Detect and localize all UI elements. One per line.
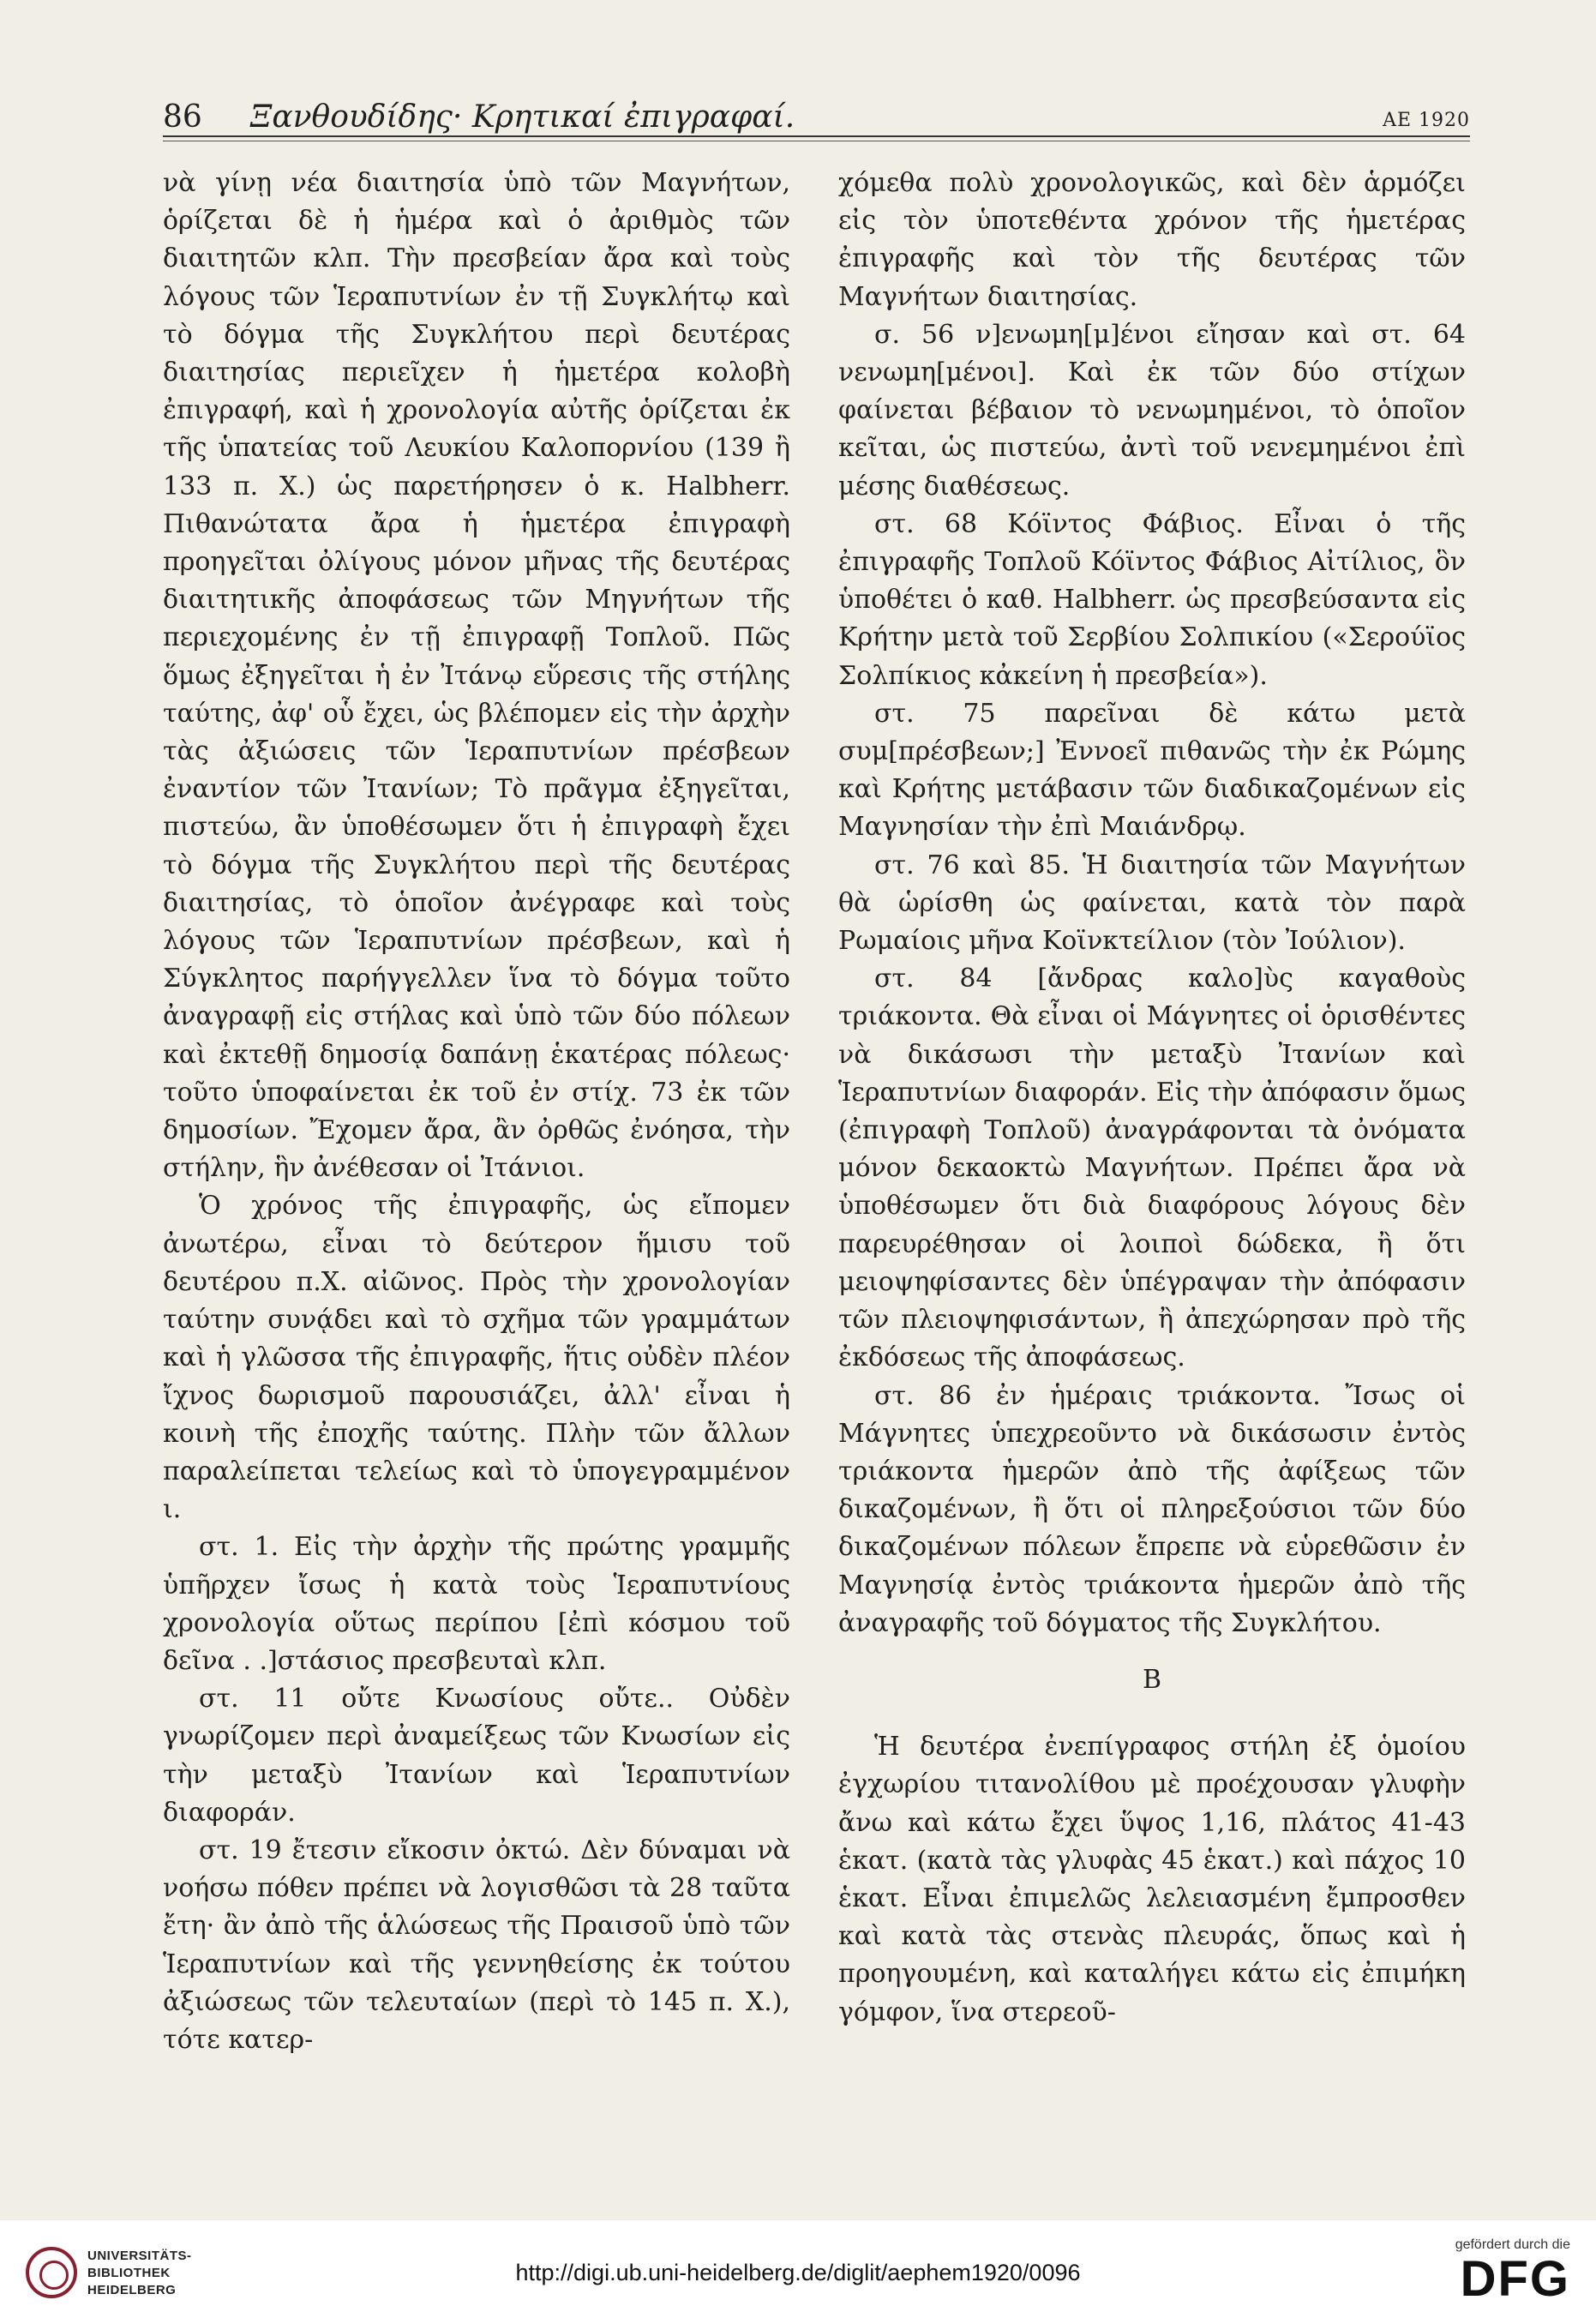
paragraph: νὰ γίνῃ νέα διαιτησία ὑπὸ τῶν Μαγνήτων, ὁρίζεται δὲ ἡ ἡμέρα καὶ ὁ ἀριθμὸς τῶν διαιτητῶν κλπ. Τὴν πρεσβείαν ἄρα καὶ τοὺς λόγους τῶν Ἱεραπυτνίων ἐν τῇ Συγκλήτῳ καὶ τὸ δόγμα τῆς Συγκλήτου περὶ δευτέρας διαιτησίας περιεῖχεν ἡ ἡμετέρα κολοβὴ ἐπιγραφή, καὶ ἡ χρονολογία αὐτῆς ὁρίζεται ἐκ τῆς ὑπατείας τοῦ Λευκίου Καλοπορνίου (139 ἢ 133 π. Χ.) ὡς παρετήρησεν ὁ κ. Halbherr. Πιθανώτατα ἄρα ἡ ἡμετέρα ἐπιγραφὴ προηγεῖται ὀλίγους μόνον μῆνας τῆς δευτέρας διαιτητικῆς ἀποφάσεως τῶν Μηγνήτων τῆς περιεχομένης ἐν τῇ ἐπιγραφῇ Τοπλοῦ. Πῶς ὅμως ἐξηγεῖται ἡ ἐν Ἰτάνῳ εὕρεσις τῆς στήλης ταύτης, ἀφ' οὗ ἔχει, ὡς βλέπομεν εἰς τὴν ἀρχὴν τὰς ἀξιώσεις τῶν Ἱεραπυτνίων πρέσβεων ἐναντίον τῶν Ἰτανίων; Τὸ πρᾶγμα ἐξηγεῖται, πιστεύω, ἂν ὑποθέσωμεν ὅτι ἡ ἐπιγραφὴ ἔχει τὸ δόγμα τῆς Συγκλήτου περὶ τῆς δευτέρας διαιτησίας, τὸ ὁποῖον ἀνέγραφε καὶ τοὺς λόγους τῶν Ἱεραπυτνίων πρέσβεων, καὶ ἡ Σύγκλητος παρήγγελλεν ἵνα τὸ δόγμα τοῦτο ἀναγραφῇ εἰς στήλας καὶ ὑπὸ τῶν δύο πόλεων καὶ ἐκτεθῇ δημοσίᾳ δαπάνῃ ἑκατέρας πόλεως· τοῦτο ὑποφαίνεται ἐκ τοῦ ἐν στίχ. 73 ἐκ τῶν δημοσίων. Ἔχομεν ἄρα, ἂν ὀρθῶς ἐνόησα, τὴν στήλην, ἣν ἀνέθεσαν οἱ Ἰτάνιοι. — [163, 168, 790, 1184]
funded-by-text: gefördert durch die — [1455, 2237, 1570, 2252]
paragraph: στ. 11 οὔτε Κνωσίους οὔτε.. Οὐδὲν γνωρίζομεν περὶ ἀναμείξεως τῶν Κνωσίων εἰς τὴν μεταξὺ Ἰτανίων καὶ Ἱεραπυτνίων διαφοράν. — [163, 1684, 790, 1828]
paragraph: στ. 84 [ἄνδρας καλο]ὺς καγαθοὺς τριάκοντα. Θὰ εἶναι οἱ Μάγνητες οἱ ὁρισθέντες νὰ δικάσωσι τὴν μεταξὺ Ἰτανίων καὶ Ἱεραπυτνίων διαφοράν. Εἰς τὴν ἀπόφασιν ὅμως (ἐπιγραφὴ Τοπλοῦ) ἀναγράφονται τὰ ὀνόματα μόνον δεκαοκτὼ Μαγνήτων. Πρέπει ἄρα νὰ ὑποθέσωμεν ὅτι διὰ διαφόρους λόγους δὲν παρευρέθησαν οἱ λοιποὶ δώδεκα, ἢ ὅτι μειοψηφίσαντες δὲν ὑπέγραψαν τὴν ἀπόφασιν τῶν πλειοψηφισάντων, ἢ ἀπεχώρησαν πρὸ τῆς ἐκδόσεως τῆς ἀποφάσεως. — [838, 964, 1466, 1373]
paragraph: στ. 75 παρεῖναι δὲ κάτω μετὰ συμ[πρέσβεων;] Ἐννοεῖ πιθανῶς τὴν ἐκ Ρώμης καὶ Κρήτης μετάβασιν τῶν διαδικαζομένων εἰς Μαγνησίαν τὴν ἐπὶ Μαιάνδρῳ. — [838, 698, 1466, 843]
section-heading: B — [1142, 1664, 1162, 1695]
paragraph: Ὁ χρόνος τῆς ἐπιγραφῆς, ὡς εἴπομεν ἀνωτέρω, εἶναι τὸ δεύτερον ἥμισυ τοῦ δευτέρου π.Χ. αἰῶνος. Πρὸς τὴν χρονολογίαν ταύτην συνᾴδει καὶ τὸ σχῆμα τῶν γραμμάτων καὶ ἡ γλῶσσα τῆς ἐπιγραφῆς, ἥτις οὐδὲν πλέον ἴχνος δωρισμοῦ παρουσιάζει, ἀλλ' εἶναι ἡ κοινὴ τῆς ἐποχῆς ταύτης. Πλὴν τῶν ἄλλων παραλείπεται τελείως καὶ τὸ ὑπογεγραμμένον ι. — [163, 1191, 790, 1525]
paragraph: στ. 76 καὶ 85. Ἡ διαιτησία τῶν Μαγνήτων θὰ ὡρίσθη ὡς φαίνεται, κατὰ τὸν παρὰ Ρωμαίοις μῆνα Κοϊνκτείλιον (τὸν Ἰούλιον). — [838, 850, 1466, 957]
page-number: 86 — [163, 99, 202, 135]
paragraph: στ. 19 ἔτεσιν εἴκοσιν ὀκτώ. Δὲν δύναμαι νὰ νοήσω πόθεν πρέπει νὰ λογισθῶσι τὰ 28 ταῦτα ἔτη· ἂν ἀπὸ τῆς ἁλώσεως τῆς Πραισοῦ ὑπὸ τῶν Ἱεραπυτνίων καὶ τῆς γεννηθείσης ἐκ τούτου ἀξιώσεως τῶν τελευταίων (περὶ τὸ 145 π. Χ.), τότε κατερ- — [163, 1835, 790, 2055]
journal-mark: ΑΕ 1920 — [1383, 110, 1470, 131]
university-name-line1: UNIVERSITÄTS- — [87, 2249, 192, 2263]
paragraph: χόμεθα πολὺ χρονολογικῶς, καὶ δὲν ἁρμόζει εἰς τὸν ὑποτεθέντα χρόνον τῆς ἡμετέρας ἐπιγραφῆς καὶ τὸν τῆς δευτέρας τῶν Μαγνήτων διαιτησίας. — [838, 168, 1466, 312]
header-rule — [163, 135, 1470, 137]
dfg-funding-logo — [1399, 2237, 1570, 2315]
paragraph: στ. 68 Κόϊντος Φάβιος. Εἶναι ὁ τῆς ἐπιγραφῆς Τοπλοῦ Κόϊντος Φάβιος Αἰτίλιος, ὃν ὑποθέτει ὁ καθ. Halbherr. ὡς πρεσβεύσαντα εἰς Κρήτην μετὰ τοῦ Σερβίου Σολπικίου («Σερούϊος Σολπίκιος κἀκείνη ἡ πρεσβεία»). — [838, 508, 1466, 691]
right-column — [838, 165, 1466, 2032]
paragraph: στ. 1. Εἰς τὴν ἀρχὴν τῆς πρώτης γραμμῆς ὑπῆρχεν ἴσως ἡ κατὰ τοὺς Ἱεραπυτνίους χρονολογία οὕτως περίπου [ἐπὶ κόσμου τοῦ δεῖνα . .]στάσιος πρεσβευταὶ κλπ. — [163, 1532, 790, 1676]
running-title: Ξανθουδίδης· Κρητικαί ἐπιγραφαί. — [250, 99, 795, 135]
dfg-logo: DFG — [1460, 2251, 1570, 2307]
university-name-line2: BIBLIOTHEK — [87, 2266, 171, 2280]
left-column — [163, 165, 790, 2059]
paragraph: Ἡ δευτέρα ἐνεπίγραφος στήλη ἐξ ὁμοίου ἐγχωρίου τιτανολίθου μὲ προέχουσαν γλυφὴν ἄνω καὶ κάτω ἔχει ὕψος 1,16, πλάτος 41-43 ἑκατ. (κατὰ τὰς γλυφὰς 45 ἑκατ.) καὶ πάχος 10 ἑκατ. Εἶναι ἐπιμελῶς λελειασμένη ἔμπροσθεν καὶ κατὰ τὰς στενὰς πλευράς, ὅπως καὶ ἡ προηγουμένη, καὶ καταλήγει κάτω εἰς ἐπιμήκη γόμφον, ἵνα στερεοῦ- — [838, 1732, 1466, 2027]
university-name-line3: HEIDELBERG — [87, 2283, 177, 2297]
paragraph: στ. 86 ἐν ἡμέραις τριάκοντα. Ἴσως οἱ Μάγνητες ὑπεχρεοῦντο νὰ δικάσωσιν ἐντὸς τριάκοντα ἡμερῶν ἀπὸ τῆς ἀφίξεως τῶν δικαζομένων, ἢ ὅτι οἱ πληρεξούσιοι τῶν δύο δικαζομένων πόλεων ἔπρεπε νὰ εὑρεθῶσιν ἐν Μαγνησίᾳ ἐντὸς τριάκοντα ἡμερῶν ἀπὸ τῆς ἀναγραφῆς τοῦ δόγματος τῆς Συγκλήτου. — [838, 1380, 1466, 1638]
source-url[interactable]: http://digi.ub.uni-heidelberg.de/diglit/aephem1920/0096 — [515, 2260, 1081, 2285]
paragraph: σ. 56 ν]ενωμη[μ]ένοι εἴησαν καὶ στ. 64 νενωμη[μένοι]. Καὶ ἐκ τῶν δύο στίχων φαίνεται βέβαιον τὸ νενωμημένοι, τὸ ὁποῖον κεῖται, ὡς πιστεύω, ἀντὶ τοῦ νενεμημένοι ἐπὶ μέσης διαθέσεως. — [838, 319, 1466, 501]
